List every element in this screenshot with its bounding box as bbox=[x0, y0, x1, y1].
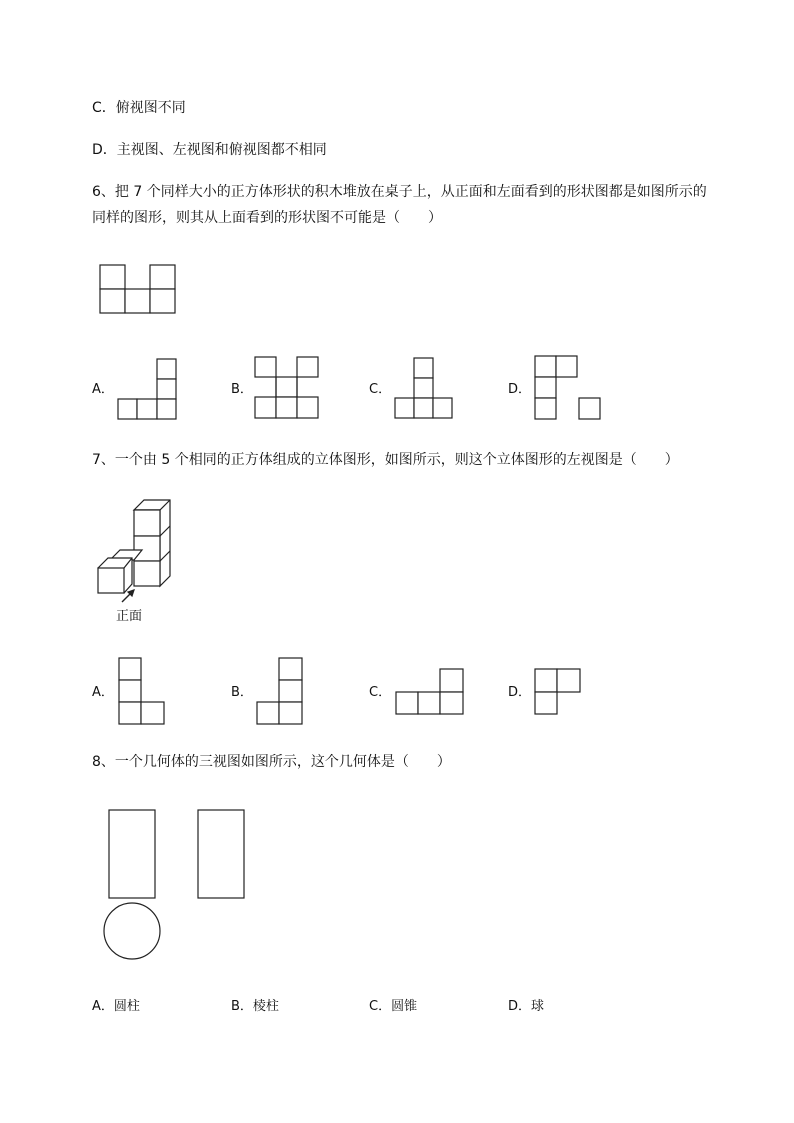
q8-three-view-figure bbox=[102, 808, 248, 964]
q8-option-d[interactable]: D．球 bbox=[508, 999, 545, 1014]
q8-side-view-rect bbox=[198, 810, 244, 898]
q8-option-b[interactable]: B．棱柱 bbox=[231, 999, 279, 1014]
q6-option-d-figure bbox=[535, 356, 601, 420]
q6-option-a-label[interactable]: A． bbox=[92, 382, 114, 397]
q6-option-a-figure bbox=[118, 359, 178, 421]
q7-cube-figure bbox=[96, 498, 176, 598]
q7-front-label: 正面 bbox=[116, 609, 143, 624]
q7-option-a-label[interactable]: A． bbox=[92, 685, 114, 700]
question-6-line-1: 6、把 7 个同样大小的正方体形状的积木堆放在桌子上，从正面和左面看到的形状图都是如图所示的 bbox=[92, 184, 707, 200]
question-6-line-2: 同样的图形，则其从上面看到的形状图不可能是（ ） bbox=[92, 210, 442, 226]
q6-option-c-label[interactable]: C． bbox=[369, 382, 392, 397]
q7-option-a-figure bbox=[119, 658, 167, 726]
q8-front-view-rect bbox=[109, 810, 155, 898]
q7-option-b-figure bbox=[257, 658, 305, 726]
question-7-text: 7、一个由 5 个相同的正方体组成的立体图形，如图所示，则这个立体图形的左视图是（ ） bbox=[92, 452, 679, 468]
option-c-prev: C．俯视图不同 bbox=[92, 100, 186, 116]
q6-front-view-figure bbox=[100, 265, 176, 315]
q7-option-b-label[interactable]: B． bbox=[231, 685, 253, 700]
q6-option-b-figure bbox=[255, 357, 319, 421]
q8-option-a[interactable]: A．圆柱 bbox=[92, 999, 140, 1014]
q7-option-c-label[interactable]: C． bbox=[369, 685, 392, 700]
q6-option-d-label[interactable]: D． bbox=[508, 382, 532, 397]
q8-option-c[interactable]: C．圆锥 bbox=[369, 999, 418, 1014]
q7-option-d-figure bbox=[535, 669, 583, 717]
q7-option-c-figure bbox=[396, 669, 466, 717]
q6-option-b-label[interactable]: B． bbox=[231, 382, 253, 397]
q6-option-c-figure bbox=[395, 358, 455, 420]
q7-option-d-label[interactable]: D． bbox=[508, 685, 532, 700]
option-d-prev: D．主视图、左视图和俯视图都不相同 bbox=[92, 142, 327, 158]
question-8-text: 8、一个几何体的三视图如图所示，这个几何体是（ ） bbox=[92, 754, 451, 770]
q8-top-view-circle bbox=[104, 903, 160, 959]
